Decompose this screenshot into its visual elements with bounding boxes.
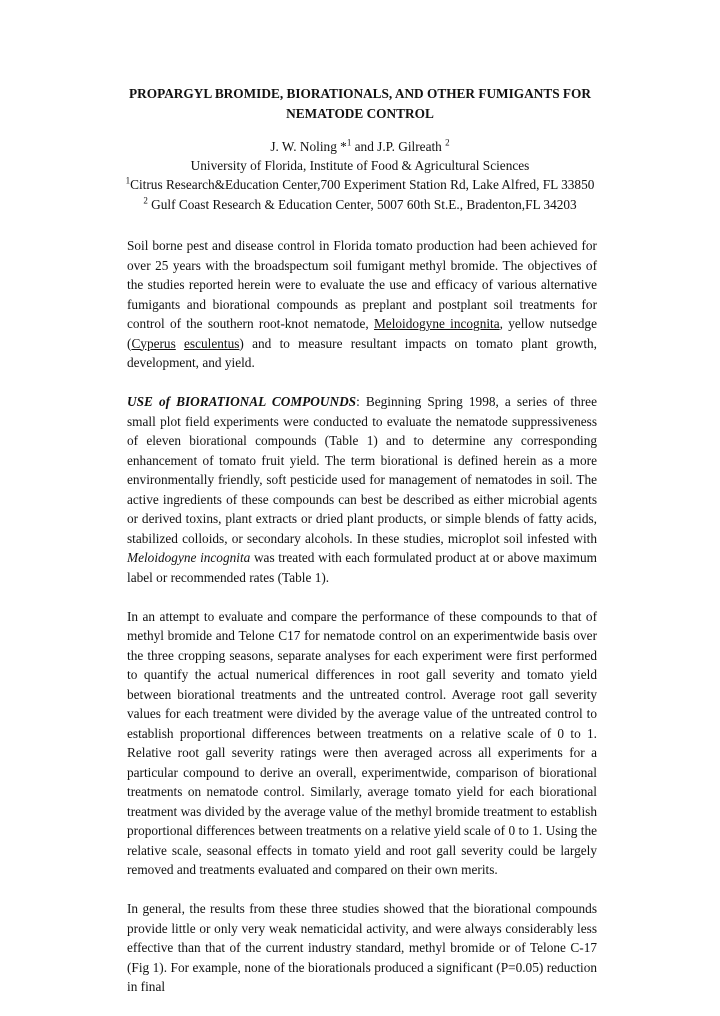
author-joiner: and J.P. Gilreath: [351, 139, 446, 154]
intro-text-c: ) and to measure resultant impacts on tomato plant growth, development, and yield.: [127, 335, 597, 370]
affiliation-2-mark: 2: [143, 195, 148, 206]
intro-text-b: , yellow nutsedge (: [127, 316, 597, 351]
paragraph-biorational: [127, 392, 597, 587]
author-line: [90, 137, 630, 156]
author-1-affiliation-mark: 1: [346, 137, 352, 148]
author-1: J. W. Noling *: [270, 139, 347, 154]
biorational-text-a: : Beginning Spring 1998, a series of three small plot field experiments were conducted to evaluate the nematode suppressiveness of eleven biorational compounds (Table 1) and to determine any corresponding enhancement of tomato fruit yield. The term biorational is defined herein as a more environmentally friendly, soft pesticide used for management of nematodes in soil. The active ingredients of these compounds can best be described as either microbial agents or derived toxins, plant extracts or dried plant products, or simple blends of fatty acids, stabilized colloids, or secondary alcohols. In these studies, microplot soil infested with: [127, 394, 597, 546]
affiliation-2: [90, 195, 630, 214]
paragraph-introduction: [127, 236, 597, 373]
paragraph-results: In general, the results from these three studies showed that the biorational compounds provide little or only very weak nematicidal activity, and were always considerably less effective than that of the current industry standard, methyl bromide or of Telone C-17 (Fig 1). For example, none of the biorationals produced a significant (P=0.05) reduction in final: [127, 901, 597, 994]
affiliation-1-text: Citrus Research&Education Center,700 Experiment Station Rd, Lake Alfred, FL 33850: [130, 177, 595, 193]
affiliation-2-text: Gulf Coast Research & Education Center, 5007 60th St.E., Bradenton,FL 34203: [147, 196, 577, 212]
paragraph-methods: In an attempt to evaluate and compare the performance of these compounds to that of methyl bromide and Telone C17 for nematode control on an experimentwide basis over the three cropping seasons, separate analyses for each experiment were first performed to quantify the actual numerical differences in root gall severity and tomato yield between biorational treatments and the untreated control. Average root gall severity values for each treatment were divided by the average value of the untreated control to establish proportional differences between treatments on a relative scale of 0 to 1. Relative root gall severity ratings were then averaged across all experiments for a particular compound to derive an overall, experimentwide, comparison of biorational treatments on nematode control. Similarly, average tomato yield for each biorational treatment was divided by the average value of the methyl bromide treatment to establish proportional differences between treatments on a relative yield scale of 0 to 1. Using the relative scale, seasonal effects in tomato yield and root gall severity could be largely removed and treatments evaluated and compared on their own merits.: [127, 608, 597, 877]
affiliation-1: [90, 175, 630, 194]
section-heading: USE of BIORATIONAL COMPOUNDS: [127, 394, 357, 409]
intro-space: [176, 336, 184, 351]
species-epithet: esculentus: [184, 335, 240, 351]
paper-title: [100, 84, 620, 123]
title-line-2: NEMATODE CONTROL: [286, 105, 434, 121]
author-2-affiliation-mark: 2: [445, 137, 450, 148]
intro-text-a: Soil borne pest and disease control in Florida tomato production had been achieved for over 25 years with the broadspectum soil fumigant methyl bromide. The objectives of the studies reported herein were to evaluate the use and efficacy of various alternative fumigants and biorational compounds as preplant and postplant soil treatments for control of the southern root-knot nematode,: [127, 238, 597, 331]
institution-line: University of Florida, Institute of Food & Agricultural Sciences: [190, 158, 530, 174]
affiliation-1-mark: 1: [125, 175, 131, 186]
title-line-1: PROPARGYL BROMIDE, BIORATIONALS, AND OTHER FUMIGANTS FOR: [129, 86, 591, 101]
species-genus: Cyperus: [131, 335, 176, 351]
biorational-text-b: was treated with each formulated product at or above maximum label or recommended rates (Table 1).: [127, 550, 597, 585]
author-block: [90, 137, 630, 214]
body-text: [127, 236, 597, 1016]
species-name-italic: Meloidogyne incognita: [127, 550, 251, 565]
species-name: Meloidogyne incognita: [373, 316, 500, 331]
